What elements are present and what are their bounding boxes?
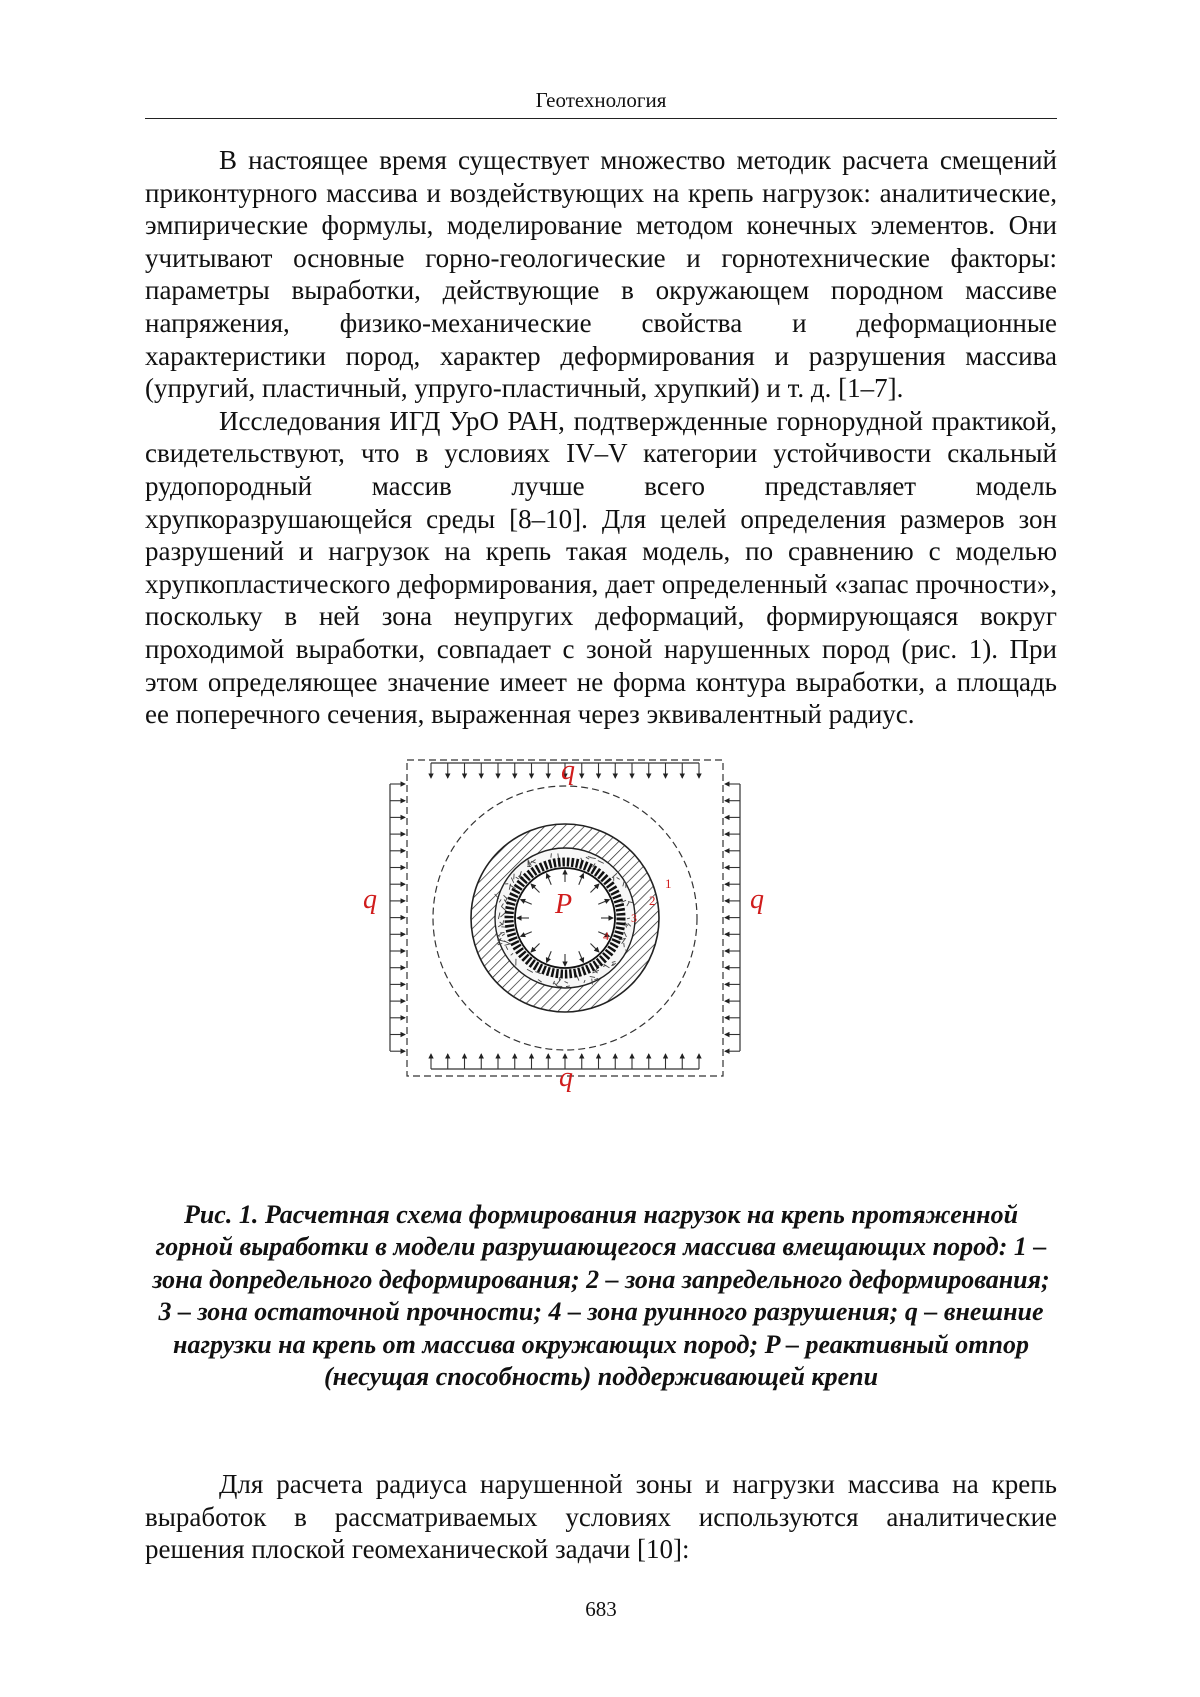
page-number: 683 (585, 1597, 617, 1621)
label-q-left: q (363, 884, 377, 915)
label-p-center: P (555, 889, 573, 920)
crack-mark (592, 979, 593, 985)
crack-mark (624, 943, 625, 947)
running-header: Геотехнология (535, 88, 667, 112)
zone-label-1: 1 (665, 876, 672, 891)
body-text-before-figure (145, 144, 1057, 731)
paragraph: В настоящее время существует множество методик расчета смещений приконтурного массива и воздействующих на крепь нагрузок: аналитические, эмпирические формулы, моделирование методом конечных элементов. Они учитывают основные горно-геологические и горнотехнические факторы: параметры выработки, действующие в окружающем породном массиве напряжения, физико-механические свойства и деформационные характеристики пород, характер деформирования и разрушения массива (упругий, пластичный, упруго-пластичный, хрупкий) и т. д. [1–7]. (145, 145, 1057, 404)
label-q-bottom: q (559, 1062, 573, 1093)
paragraph: Исследования ИГД УрО РАН, подтвержденные горнорудной практикой, свидетельствуют, что в условиях IV–V категории устойчивости скальный рудопородный массив лучше всего представляет модель хрупкоразрушающейся среды [8–10]. Для целей определения размеров зон разрушений и нагрузок на крепь такая модель, по сравнению с моделью хрупкопластического деформирования, дает определенный «запас прочности», поскольку в ней зона неупругих деформаций, формирующаяся вокруг проходимой выработки, совпадает с зоной нарушенных пород (рис. 1). При этом определяющее значение имеет не форма контура выработки, а площадь ее поперечного сечения, выраженная через эквивалентный радиус. (145, 405, 1057, 730)
figure-1 (363, 755, 815, 1198)
body-text-after-figure (145, 1468, 1057, 1566)
header-rule (145, 118, 1057, 119)
zone-label-3: 3 (631, 911, 637, 925)
figure-caption: Рис. 1. Расчетная схема формирования нагрузок на крепь протяженной горной выработки в модели разрушающегося массива вмещающих пород: 1 – зона допредельного деформирования; 2 – зона запредельного деформирования; 3 – зона остаточной прочности; 4 – зона руинного разрушения; q – внешние нагрузки на крепь от массива окружающих пород; P – реактивный отпор (несущая способность) поддерживающей крепи (152, 1200, 1050, 1392)
paragraph: Для расчета радиуса нарушенной зоны и нагрузки массива на крепь выработок в рассматриваемых условиях используются аналитические решения плоской геомеханической задачи [10]: (145, 1469, 1057, 1565)
load-scheme-diagram (363, 755, 815, 1198)
label-q-top: q (561, 755, 575, 786)
zone-label-4: 4 (603, 929, 609, 943)
label-q-right: q (750, 884, 764, 915)
zone-label-2: 2 (649, 893, 656, 908)
